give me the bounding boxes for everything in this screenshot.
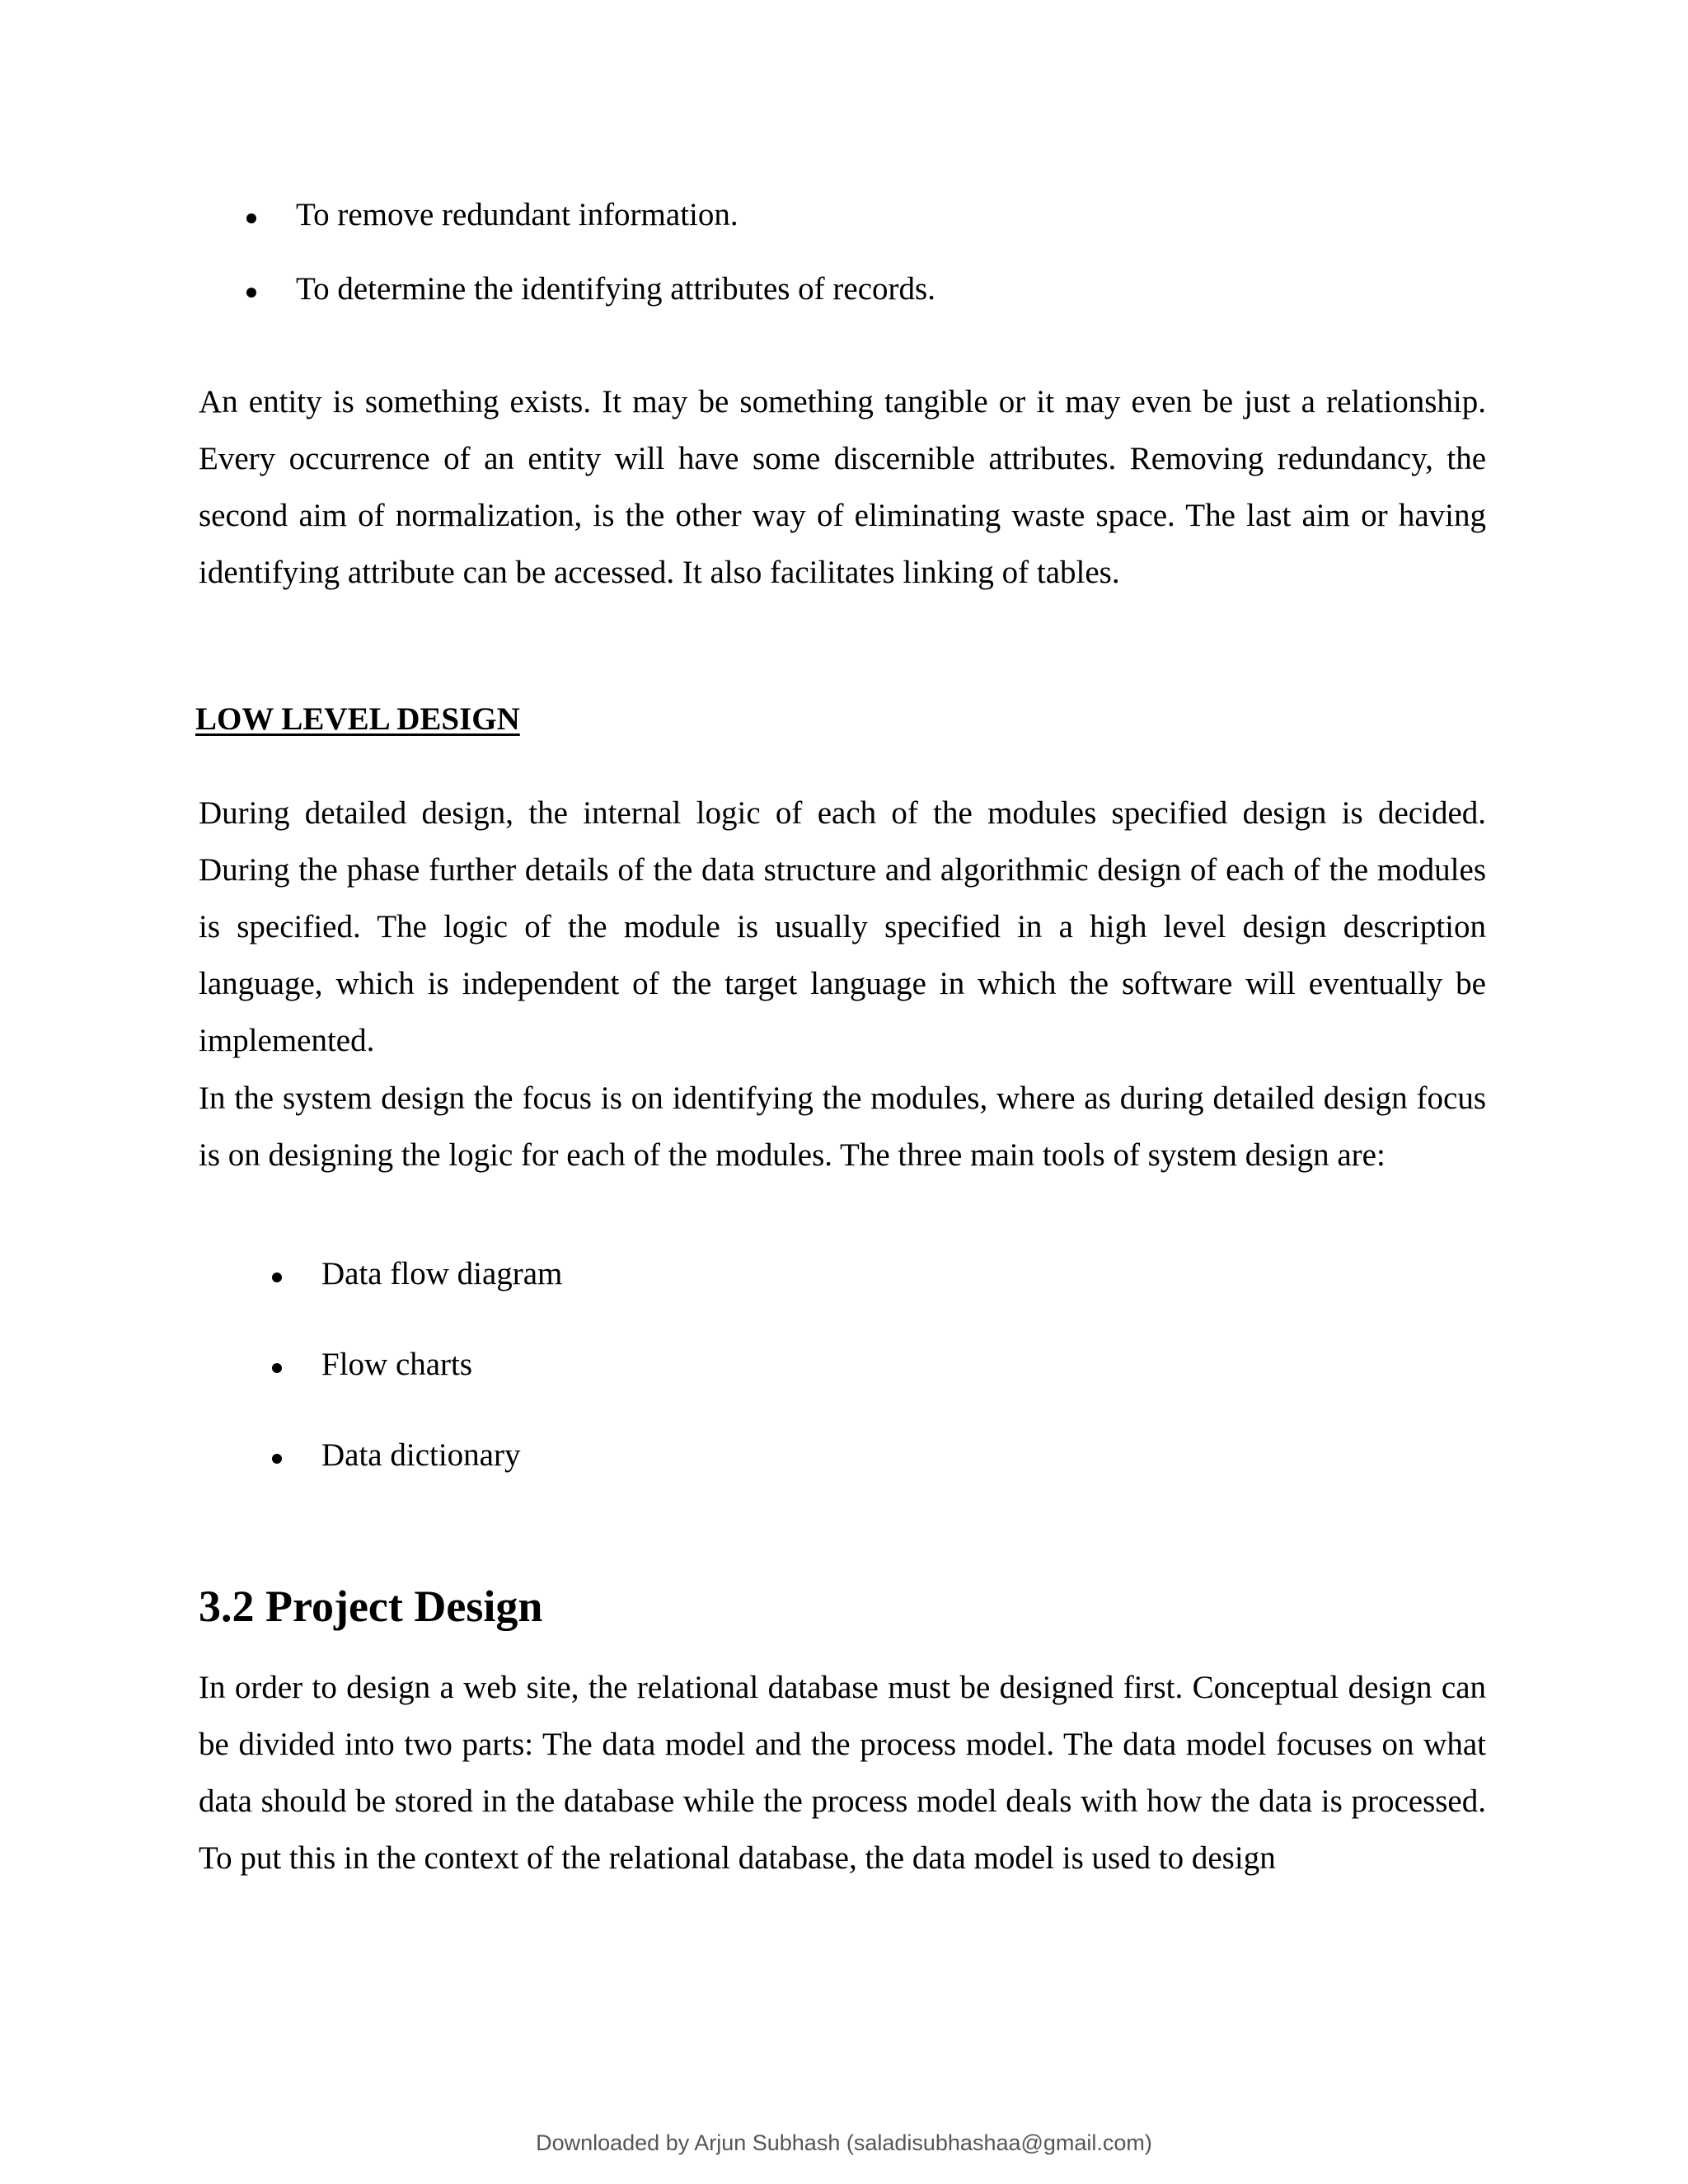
list-item-text: Flow charts xyxy=(321,1347,473,1382)
bullet-icon xyxy=(246,213,256,223)
list-item-text: Data flow diagram xyxy=(321,1256,563,1291)
list-item xyxy=(296,196,738,233)
list-item-text: Data dictionary xyxy=(321,1437,521,1473)
section-heading: 3.2 Project Design xyxy=(199,1582,543,1631)
bullet-icon xyxy=(272,1454,282,1464)
system-design-paragraph: In the system design the focus is on identifying the modules, where as during detailed design focus is on designing the logic for each of the modules. The three main tools of system design are: xyxy=(199,1080,1486,1173)
low-level-design-heading: LOW LEVEL DESIGN xyxy=(195,701,520,737)
list-item-text: To determine the identifying attributes of records. xyxy=(296,271,935,307)
list-item xyxy=(321,1255,562,1292)
bullet-icon xyxy=(272,1272,282,1282)
list-item xyxy=(321,1346,472,1383)
list-item xyxy=(296,270,935,307)
list-item-text: To remove redundant information. xyxy=(296,197,738,232)
bullet-icon xyxy=(272,1363,282,1373)
detailed-design-paragraph: During detailed design, the internal logic of each of the modules specified design is decided. During the phase further details of the data structure and algorithmic design of each of the modules is specified. The logic of the module is usually specified in a high level design description language, which is independent of the target language in which the software will eventually be implemented. xyxy=(199,795,1486,1058)
entity-paragraph: An entity is something exists. It may be something tangible or it may even be just a relationship. Every occurrence of an entity will have some discernible attributes. Removing redundancy, the second aim of normalization, is the other way of eliminating waste space. The last aim or having identifying attribute can be accessed. It also facilitates linking of tables. xyxy=(199,384,1486,590)
download-footer: Downloaded by Arjun Subhash (saladisubhashaa@gmail.com) xyxy=(536,2130,1152,2155)
project-design-paragraph: In order to design a web site, the relational database must be designed first. Conceptual design can be divided into two parts: The data model and the process model. The data model focuses on what data should be stored in the database while the process model deals with how the data is processed. To put this in the context of the relational database, the data model is used to design xyxy=(199,1670,1486,1876)
bullet-icon xyxy=(246,288,256,298)
list-item xyxy=(321,1436,520,1474)
